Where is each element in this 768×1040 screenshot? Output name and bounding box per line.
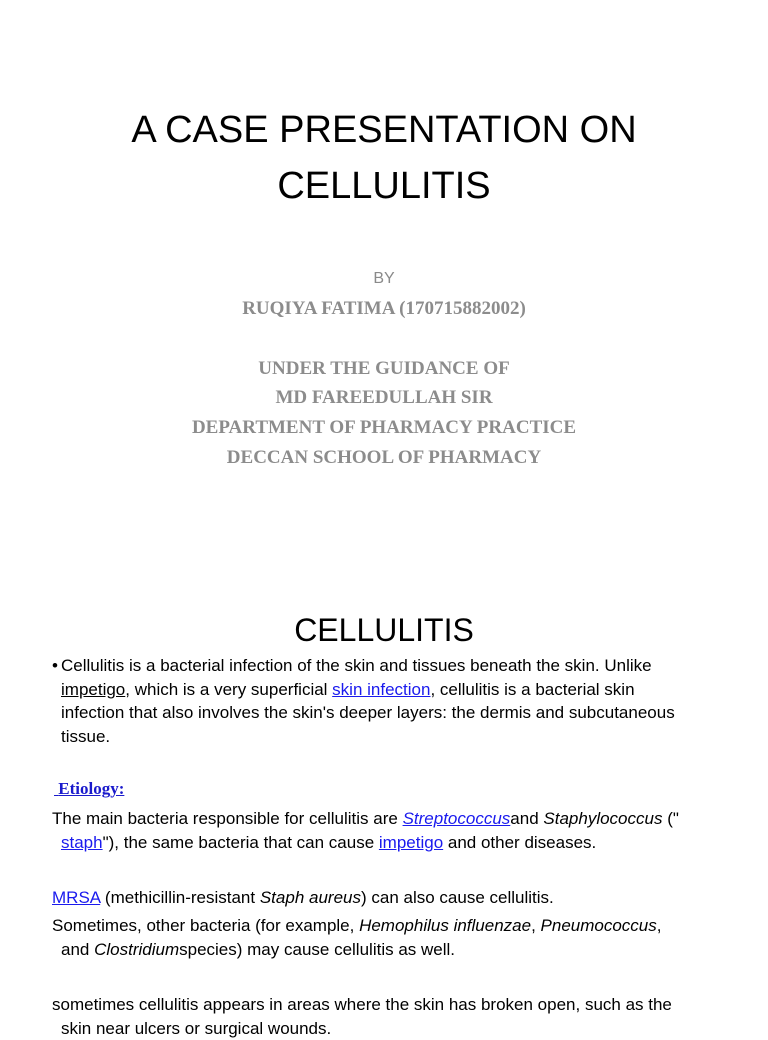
school-name: DECCAN SCHOOL OF PHARMACY bbox=[0, 447, 768, 469]
staph-aureus-text: Staph aureus bbox=[260, 888, 361, 907]
bacteria-text: (" bbox=[662, 809, 678, 828]
bacteria-text: and bbox=[510, 809, 543, 828]
staph-link[interactable]: staph bbox=[61, 833, 103, 852]
definition-line-3: infection that also involves the skin's deeper layers: the dermis and subcutaneous bbox=[61, 701, 752, 725]
pneumococcus-text: Pneumococcus bbox=[541, 916, 657, 935]
bacteria-paragraph bbox=[52, 807, 752, 854]
bacteria-text: The main bacteria responsible for cellulitis are bbox=[52, 809, 403, 828]
etiology-heading-text: Etiology: bbox=[58, 779, 124, 798]
clostridium-text: Clostridium bbox=[94, 940, 179, 959]
guidance-label: UNDER THE GUIDANCE OF bbox=[0, 358, 768, 380]
staphylococcus-text: Staphylococcus bbox=[543, 809, 662, 828]
mrsa-paragraph bbox=[52, 886, 752, 910]
author-name: RUQIYA FATIMA (170715882002) bbox=[0, 298, 768, 320]
skin-break-paragraph bbox=[52, 993, 752, 1040]
mrsa-link[interactable]: MRSA bbox=[52, 888, 100, 907]
streptococcus-link[interactable]: Streptococcus bbox=[403, 809, 511, 828]
skin-infection-link[interactable]: skin infection bbox=[332, 680, 430, 699]
by-label: BY bbox=[0, 270, 768, 288]
bacteria-text: "), the same bacteria that can cause bbox=[103, 833, 379, 852]
other-bacteria-text: and bbox=[61, 940, 94, 959]
definition-line-4: tissue. bbox=[61, 725, 752, 749]
skin-break-line-1: sometimes cellulitis appears in areas where the skin has broken open, such as the bbox=[52, 993, 752, 1017]
department-name: DEPARTMENT OF PHARMACY PRACTICE bbox=[0, 417, 768, 439]
skin-break-line-2: skin near ulcers or surgical wounds. bbox=[52, 1017, 752, 1040]
hemophilus-text: Hemophilus influenzae bbox=[359, 916, 531, 935]
mrsa-text: ) can also cause cellulitis. bbox=[361, 888, 554, 907]
slide-title-line-1: A CASE PRESENTATION ON bbox=[0, 106, 768, 154]
definition-line-1: Cellulitis is a bacterial infection of the skin and tissues beneath the skin. Unlike bbox=[61, 654, 752, 678]
other-bacteria-text: Sometimes, other bacteria (for example, bbox=[52, 916, 359, 935]
etiology-heading bbox=[54, 779, 124, 799]
other-bacteria-paragraph bbox=[52, 914, 752, 961]
guide-name: MD FAREEDULLAH SIR bbox=[0, 387, 768, 409]
slide-title-line-2: CELLULITIS bbox=[0, 162, 768, 210]
definition-text: , which is a very superficial bbox=[125, 680, 332, 699]
impetigo-link[interactable]: impetigo bbox=[61, 680, 125, 699]
definition-paragraph bbox=[52, 654, 752, 748]
other-bacteria-text: , bbox=[531, 916, 540, 935]
other-bacteria-text: , bbox=[657, 916, 662, 935]
definition-text: , cellulitis is a bacterial skin bbox=[430, 680, 634, 699]
impetigo-link-2[interactable]: impetigo bbox=[379, 833, 443, 852]
other-bacteria-text: species) may cause cellulitis as well. bbox=[179, 940, 455, 959]
section-title: CELLULITIS bbox=[0, 612, 768, 649]
mrsa-text: (methicillin-resistant bbox=[100, 888, 260, 907]
bacteria-text: and other diseases. bbox=[443, 833, 596, 852]
bullet-icon: • bbox=[52, 654, 58, 678]
